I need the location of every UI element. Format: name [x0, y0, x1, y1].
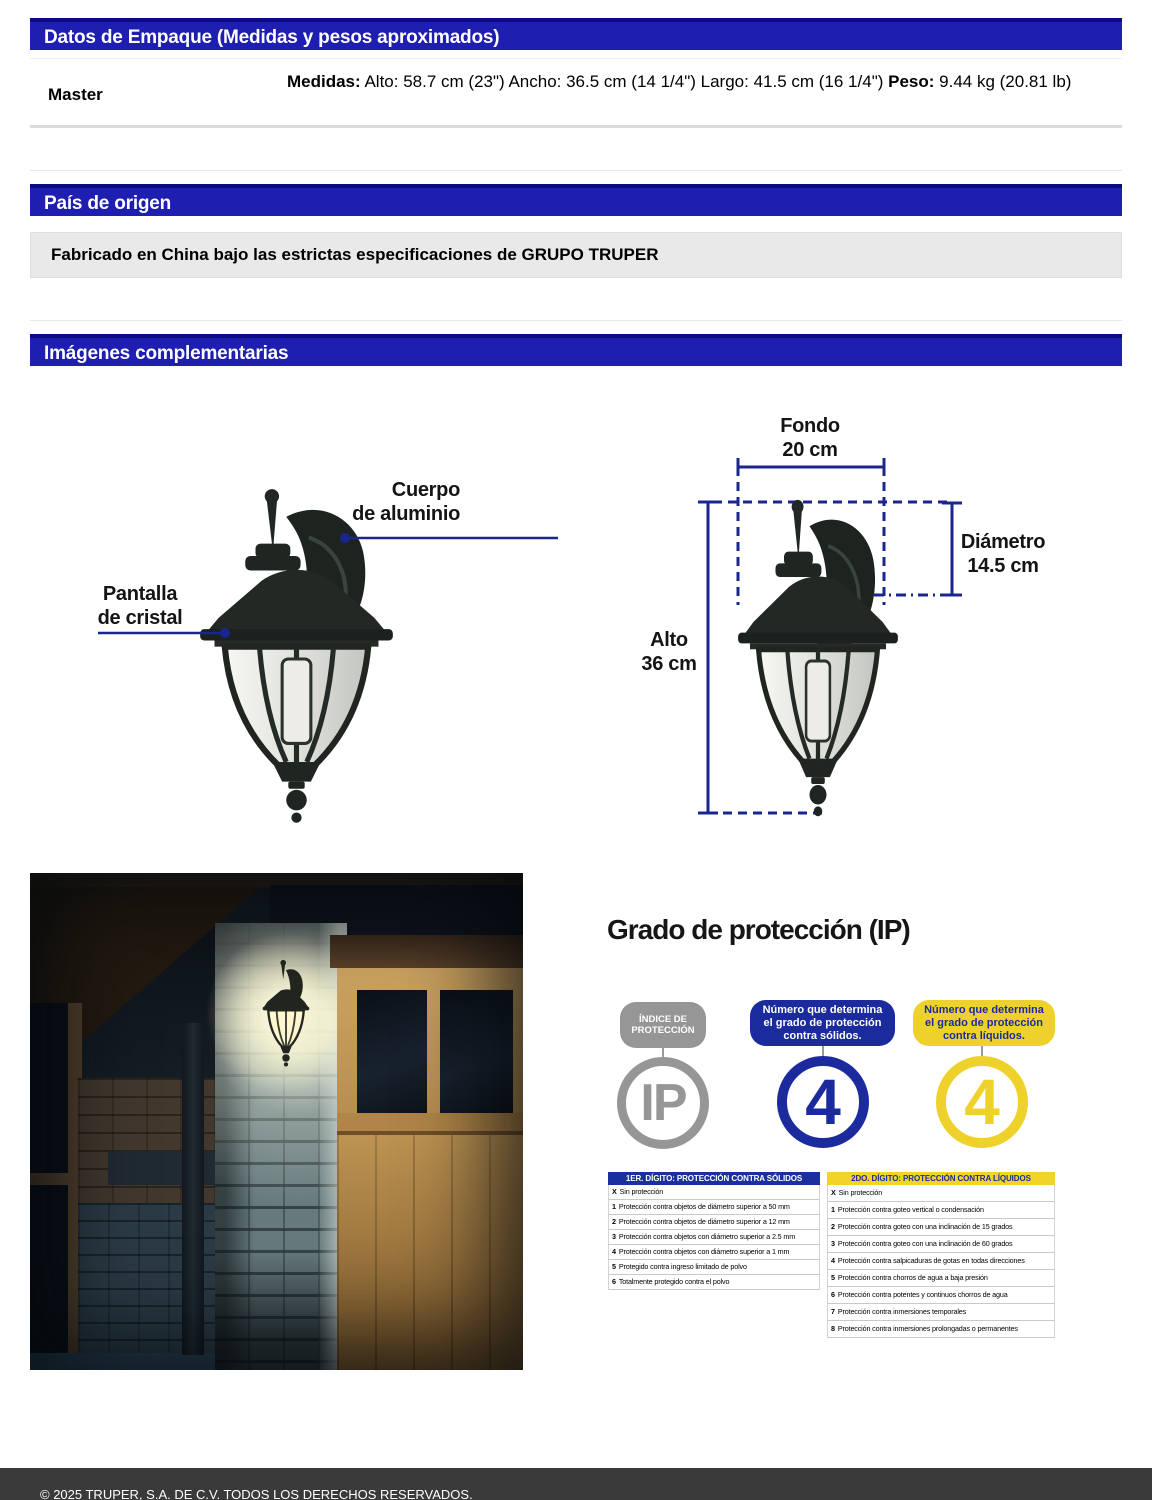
table-row — [608, 1185, 820, 1200]
digit: 2 — [612, 1217, 616, 1226]
section-header-origin — [30, 184, 1122, 216]
packing-table-row — [30, 58, 1122, 128]
digit: X — [831, 1188, 836, 1197]
ip-symbol-text: IP — [640, 1074, 686, 1132]
ip-symbol-circle — [617, 1057, 709, 1149]
table-row — [827, 1219, 1055, 1236]
table-row — [827, 1304, 1055, 1321]
peso-text: 9.44 kg (20.81 lb) — [934, 72, 1072, 91]
copyright-text: © 2025 TRUPER, S.A. DE C.V. TODOS LOS DERECHOS RESERVADOS. — [40, 1487, 473, 1500]
depth-label: Fondo — [780, 415, 840, 437]
section-header-packing — [30, 18, 1122, 50]
description: Sin protección — [838, 1188, 883, 1197]
digit: 7 — [831, 1307, 835, 1316]
medidas-label: Medidas: — [287, 72, 361, 91]
diameter-label: Diámetro — [960, 531, 1046, 553]
product-lifestyle-photo — [30, 873, 523, 1370]
packing-row-value — [287, 70, 1117, 93]
callout-glass-line2: de cristal — [97, 607, 183, 629]
body-leader-dot — [340, 533, 350, 543]
ip-solids-table — [608, 1172, 820, 1290]
table-row — [608, 1275, 820, 1290]
description: Protección contra objetos de diámetro superior a 12 mm — [618, 1217, 790, 1226]
digit: 1 — [612, 1202, 616, 1211]
dimension-depth-label — [760, 414, 860, 462]
ip-liquids-pill — [913, 1000, 1055, 1046]
divider-line — [30, 320, 1122, 321]
ip-solids-table-header: 1ER. DÍGITO: PROTECCIÓN CONTRA SÓLIDOS — [608, 1172, 820, 1185]
description: Protección contra objetos con diámetro superior a 2.5 mm — [618, 1232, 796, 1241]
table-row — [827, 1287, 1055, 1304]
table-row — [608, 1245, 820, 1260]
medidas-text: Alto: 58.7 cm (23") Ancho: 36.5 cm (14 1/4") Largo: 41.5 cm (16 1/4") — [360, 72, 889, 91]
ip-liquids-digit-circle — [936, 1056, 1028, 1148]
digit: 8 — [831, 1324, 835, 1333]
ip-liquids-table-header: 2DO. DÍGITO: PROTECCIÓN CONTRA LÍQUIDOS — [827, 1172, 1055, 1185]
description: Totalmente protegido contra el polvo — [618, 1277, 730, 1286]
table-row — [827, 1253, 1055, 1270]
peso-label: Peso: — [888, 72, 935, 91]
table-row — [827, 1236, 1055, 1253]
digit: 4 — [831, 1256, 835, 1265]
digit: 6 — [612, 1277, 616, 1286]
digit: 2 — [831, 1222, 835, 1231]
height-label: Alto — [650, 629, 688, 651]
description: Protección contra salpicaduras de gotas en todas direcciones — [837, 1256, 1025, 1265]
diameter-value: 14.5 cm — [967, 555, 1039, 577]
ip-section-title: Grado de protección (IP) — [607, 914, 910, 945]
table-row — [608, 1260, 820, 1275]
table-row — [827, 1321, 1055, 1338]
digit: 3 — [831, 1239, 835, 1248]
glass-leader-dot — [220, 628, 230, 638]
ip-solids-pill — [750, 1000, 895, 1046]
section-title: Imágenes complementarias — [44, 343, 289, 364]
callout-body-line1: Cuerpo — [391, 479, 460, 501]
callout-body-label — [320, 478, 460, 526]
digit: 6 — [831, 1290, 835, 1299]
description: Protección contra inmersiones temporales — [837, 1307, 967, 1316]
section-title: País de origen — [44, 193, 172, 214]
table-row — [608, 1230, 820, 1245]
description: Protegido contra ingreso limitado de polvo — [618, 1262, 747, 1271]
table-row — [608, 1200, 820, 1215]
callout-body-line2: de aluminio — [352, 503, 460, 525]
photo-vignette — [30, 873, 523, 1370]
description: Protección contra objetos de diámetro superior a 50 mm — [618, 1202, 790, 1211]
ip-solids-digit-circle — [777, 1056, 869, 1148]
dimension-diameter-label — [948, 530, 1058, 578]
table-row — [827, 1185, 1055, 1202]
callout-glass-label — [94, 582, 186, 630]
ip-liquids-pill-text: Número que determina el grado de protección contra líquidos. — [924, 1003, 1044, 1042]
height-value: 36 cm — [641, 653, 697, 675]
section-header-images — [30, 334, 1122, 366]
digit: 5 — [612, 1262, 616, 1271]
divider-line — [30, 170, 1122, 171]
callout-leader-lines — [0, 380, 1152, 880]
packing-row-label: Master — [48, 85, 103, 104]
section-title: Datos de Empaque (Medidas y pesos aproximados) — [44, 27, 500, 48]
page-footer — [0, 1468, 1152, 1500]
ip-liquids-table — [827, 1172, 1055, 1338]
description: Protección contra goteo con una inclinación de 60 grados — [837, 1239, 1013, 1248]
description: Protección contra goteo vertical o condensación — [837, 1205, 984, 1214]
description: Protección contra objetos con diámetro superior a 1 mm — [618, 1247, 790, 1256]
description: Protección contra goteo con una inclinación de 15 grados — [837, 1222, 1013, 1231]
digit: X — [612, 1187, 617, 1196]
depth-value: 20 cm — [782, 439, 838, 461]
dimension-height-label — [635, 628, 703, 676]
ip-index-pill — [620, 1002, 706, 1048]
digit: 4 — [612, 1247, 616, 1256]
table-row — [827, 1270, 1055, 1287]
ip-liquids-digit: 4 — [964, 1066, 1000, 1138]
description: Protección contra inmersiones prolongadas o permanentes — [837, 1324, 1018, 1333]
ip-solids-pill-text: Número que determina el grado de protección contra sólidos. — [762, 1003, 883, 1042]
origin-text: Fabricado en China bajo las estrictas especificaciones de GRUPO TRUPER — [51, 245, 659, 264]
callout-glass-line1: Pantalla — [102, 583, 178, 605]
description: Sin protección — [619, 1187, 664, 1196]
digit: 1 — [831, 1205, 835, 1214]
table-row — [608, 1215, 820, 1230]
origin-text-bar — [30, 232, 1122, 278]
digit: 3 — [612, 1232, 616, 1241]
table-row — [827, 1202, 1055, 1219]
description: Protección contra potentes y continuos chorros de agua — [837, 1290, 1008, 1299]
digit: 5 — [831, 1273, 835, 1282]
description: Protección contra chorros de agua a baja presión — [837, 1273, 988, 1282]
ip-index-pill-text: ÍNDICE DE PROTECCIÓN — [631, 1014, 695, 1036]
ip-solids-digit: 4 — [805, 1066, 841, 1138]
